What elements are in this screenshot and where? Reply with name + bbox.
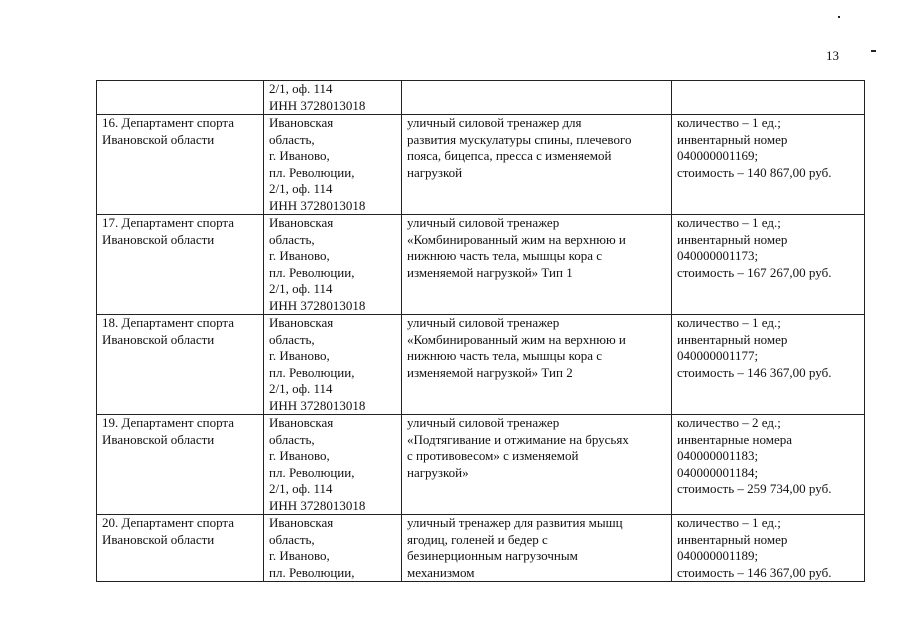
info-cell bbox=[672, 415, 865, 515]
info-line: количество – 1 ед.; bbox=[677, 515, 781, 530]
item-cell bbox=[402, 515, 672, 582]
item-line: нагрузкой» bbox=[407, 464, 469, 480]
item-cell bbox=[402, 315, 672, 415]
info-cell bbox=[672, 515, 865, 582]
address-line: область, bbox=[269, 131, 315, 147]
info-line: инвентарные номера bbox=[677, 431, 793, 447]
org-line: Ивановской области bbox=[102, 431, 215, 447]
address-line: 2/1, оф. 114 bbox=[269, 281, 333, 296]
address-line: 2/1, оф. 114 bbox=[269, 481, 333, 496]
org-line: 18. Департамент спорта bbox=[102, 315, 235, 330]
address-line: г. Иваново, bbox=[269, 248, 330, 263]
address-cell bbox=[264, 81, 402, 115]
info-line: инвентарный номер bbox=[677, 231, 788, 247]
address-line: Ивановская bbox=[269, 415, 334, 430]
table-row bbox=[97, 515, 865, 582]
info-line: стоимость – 146 367,00 руб. bbox=[677, 364, 832, 380]
item-line: изменяемой нагрузкой» Тип 2 bbox=[407, 364, 573, 380]
org-line: 16. Департамент спорта bbox=[102, 115, 235, 130]
org-cell bbox=[97, 315, 264, 415]
address-line: Ивановская bbox=[269, 115, 334, 130]
org-line: 17. Департамент спорта bbox=[102, 215, 235, 230]
scan-speck bbox=[871, 50, 876, 52]
item-line: нагрузкой bbox=[407, 164, 463, 180]
info-line: 040000001177; bbox=[677, 348, 759, 363]
info-line: инвентарный номер bbox=[677, 331, 788, 347]
address-line: пл. Революции, bbox=[269, 464, 355, 480]
address-line: 2/1, оф. 114 bbox=[269, 381, 333, 396]
address-line: область, bbox=[269, 331, 315, 347]
scan-speck bbox=[838, 16, 840, 18]
org-cell bbox=[97, 215, 264, 315]
info-line: стоимость – 167 267,00 руб. bbox=[677, 264, 832, 280]
org-cell bbox=[97, 415, 264, 515]
info-line: стоимость – 146 367,00 руб. bbox=[677, 564, 832, 580]
address-line: пл. Революции, bbox=[269, 364, 355, 380]
address-line: область, bbox=[269, 231, 315, 247]
item-cell bbox=[402, 215, 672, 315]
info-line: инвентарный номер bbox=[677, 531, 788, 547]
org-line: 20. Департамент спорта bbox=[102, 515, 235, 530]
info-line: инвентарный номер bbox=[677, 131, 788, 147]
address-line: г. Иваново, bbox=[269, 148, 330, 163]
address-line: Ивановская bbox=[269, 315, 334, 330]
info-cell bbox=[672, 315, 865, 415]
item-line: «Комбинированный жим на верхнюю и bbox=[407, 331, 626, 347]
item-line: уличный силовой тренажер bbox=[407, 415, 560, 430]
item-line: уличный силовой тренажер bbox=[407, 215, 560, 230]
address-line: ИНН 3728013018 bbox=[269, 97, 366, 113]
info-line: стоимость – 259 734,00 руб. bbox=[677, 481, 832, 496]
table-row bbox=[97, 115, 865, 215]
item-line: механизмом bbox=[407, 564, 475, 580]
item-line: развития мускулатуры спины, плечевого bbox=[407, 131, 632, 147]
address-line: ИНН 3728013018 bbox=[269, 397, 366, 413]
item-line: пояса, бицепса, пресса с изменяемой bbox=[407, 148, 612, 163]
org-line: Ивановской области bbox=[102, 231, 215, 247]
property-table bbox=[96, 80, 865, 582]
address-line: пл. Революции, bbox=[269, 164, 355, 180]
address-line: г. Иваново, bbox=[269, 348, 330, 363]
info-line: 040000001184; bbox=[677, 464, 759, 480]
info-cell bbox=[672, 215, 865, 315]
item-line: уличный силовой тренажер bbox=[407, 315, 560, 330]
item-cell bbox=[402, 81, 672, 115]
address-line: 2/1, оф. 114 bbox=[269, 181, 333, 196]
table-row bbox=[97, 215, 865, 315]
info-line: количество – 1 ед.; bbox=[677, 115, 781, 130]
table-row-continuation bbox=[97, 81, 865, 115]
address-cell bbox=[264, 415, 402, 515]
item-line: с противовесом» с изменяемой bbox=[407, 448, 579, 463]
address-line: область, bbox=[269, 531, 315, 547]
item-line: нижнюю часть тела, мышцы кора с bbox=[407, 248, 603, 263]
item-cell bbox=[402, 115, 672, 215]
item-line: «Подтягивание и отжимание на брусьях bbox=[407, 431, 629, 447]
item-line: ягодиц, голеней и бедер с bbox=[407, 531, 548, 547]
address-line: пл. Революции, bbox=[269, 264, 355, 280]
address-line: ИНН 3728013018 bbox=[269, 297, 366, 313]
item-line: «Комбинированный жим на верхнюю и bbox=[407, 231, 626, 247]
org-cell bbox=[97, 515, 264, 582]
info-line: 040000001189; bbox=[677, 548, 759, 563]
address-line: Ивановская bbox=[269, 215, 334, 230]
item-line: изменяемой нагрузкой» Тип 1 bbox=[407, 264, 573, 280]
info-cell bbox=[672, 115, 865, 215]
info-line: количество – 1 ед.; bbox=[677, 315, 781, 330]
org-line: Ивановской области bbox=[102, 531, 215, 547]
address-cell bbox=[264, 115, 402, 215]
address-cell bbox=[264, 315, 402, 415]
address-line: ИНН 3728013018 bbox=[269, 497, 366, 513]
address-line: 2/1, оф. 114 bbox=[269, 81, 333, 96]
address-cell bbox=[264, 215, 402, 315]
info-line: количество – 2 ед.; bbox=[677, 415, 781, 430]
info-line: 040000001173; bbox=[677, 248, 759, 263]
address-cell bbox=[264, 515, 402, 582]
info-line: 040000001169; bbox=[677, 148, 759, 163]
table-row bbox=[97, 415, 865, 515]
address-line: Ивановская bbox=[269, 515, 334, 530]
address-line: г. Иваново, bbox=[269, 548, 330, 563]
org-line: Ивановской области bbox=[102, 131, 215, 147]
org-line: 19. Департамент спорта bbox=[102, 415, 235, 430]
info-line: количество – 1 ед.; bbox=[677, 215, 781, 230]
address-line: ИНН 3728013018 bbox=[269, 197, 366, 213]
item-cell bbox=[402, 415, 672, 515]
address-line: г. Иваново, bbox=[269, 448, 330, 463]
info-cell bbox=[672, 81, 865, 115]
address-line: пл. Революции, bbox=[269, 564, 355, 580]
item-line: уличный силовой тренажер для bbox=[407, 115, 582, 130]
org-line: Ивановской области bbox=[102, 331, 215, 347]
page-number: 13 bbox=[826, 48, 839, 63]
org-cell bbox=[97, 81, 264, 115]
info-line: стоимость – 140 867,00 руб. bbox=[677, 164, 832, 180]
table-row bbox=[97, 315, 865, 415]
item-line: уличный тренажер для развития мышц bbox=[407, 515, 623, 530]
item-line: безинерционным нагрузочным bbox=[407, 548, 578, 563]
address-line: область, bbox=[269, 431, 315, 447]
org-cell bbox=[97, 115, 264, 215]
item-line: нижнюю часть тела, мышцы кора с bbox=[407, 348, 603, 363]
info-line: 040000001183; bbox=[677, 448, 759, 463]
